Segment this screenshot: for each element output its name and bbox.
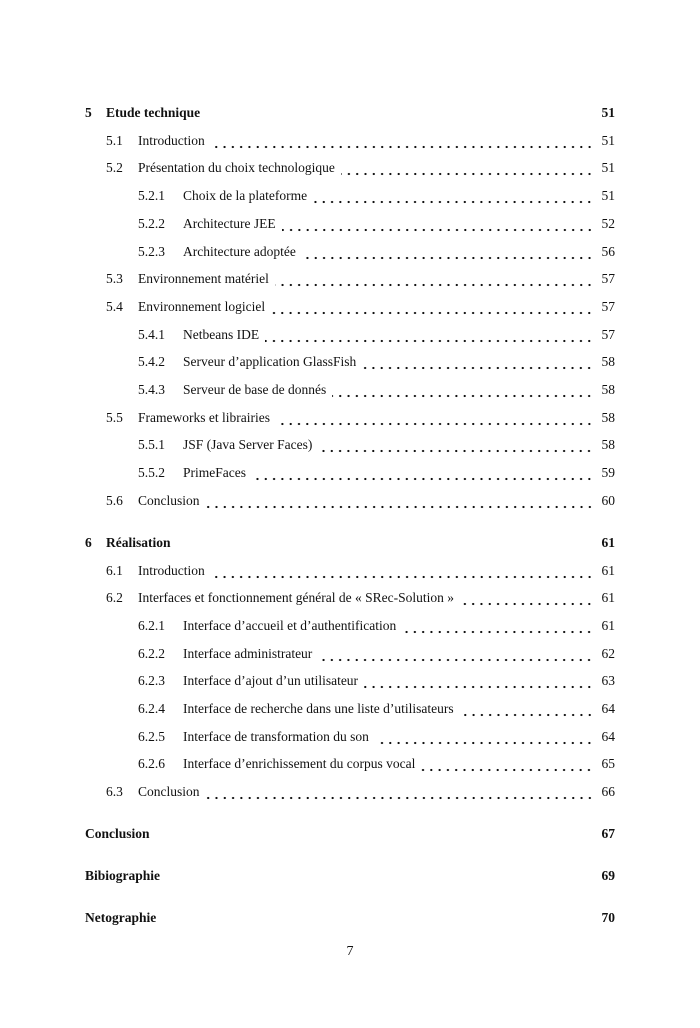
entry-title: Interface d’accueil et d’authentification bbox=[183, 617, 397, 633]
toc-entry[interactable] bbox=[85, 671, 615, 691]
entry-number: 5.4 bbox=[106, 298, 123, 314]
dot-leader bbox=[313, 186, 593, 206]
dot-leader bbox=[318, 644, 593, 664]
page-number: 7 bbox=[346, 944, 354, 959]
entry-title: JSF (Java Server Faces) bbox=[183, 437, 313, 453]
dot-leader bbox=[276, 408, 594, 428]
toc-entry[interactable] bbox=[85, 491, 615, 511]
entry-number: 5.4.3 bbox=[138, 382, 165, 397]
entry-title: Conclusion bbox=[85, 826, 150, 842]
entry-number: 5.5.1 bbox=[138, 437, 165, 453]
entry-number: 6.2.6 bbox=[138, 756, 165, 772]
entry-number: 6.2.4 bbox=[138, 701, 165, 716]
entry-page-number: 63 bbox=[601, 673, 615, 689]
toc-entry[interactable] bbox=[85, 158, 615, 178]
toc-chapter-entry[interactable] bbox=[85, 824, 615, 844]
dot-leader bbox=[282, 214, 594, 234]
entry-page-number: 61 bbox=[601, 562, 615, 578]
entry-number: 5.4.2 bbox=[138, 354, 165, 370]
entry-number: 6.2 bbox=[106, 590, 123, 606]
dot-leader bbox=[341, 158, 594, 178]
toc-chapter-entry[interactable] bbox=[85, 908, 615, 928]
entry-page-number: 58 bbox=[601, 409, 615, 425]
entry-title: Introduction bbox=[138, 132, 205, 148]
entry-page-number: 66 bbox=[601, 784, 615, 800]
toc-entry[interactable] bbox=[85, 588, 615, 608]
entry-title: Conclusion bbox=[138, 492, 200, 508]
toc-entry[interactable] bbox=[85, 297, 615, 317]
dot-leader bbox=[460, 588, 593, 608]
entry-page-number: 58 bbox=[601, 354, 615, 370]
entry-page-number: 52 bbox=[601, 215, 615, 231]
entry-number: 5.2.3 bbox=[138, 243, 165, 259]
toc-entry[interactable] bbox=[85, 699, 615, 719]
entry-number: 5.3 bbox=[106, 271, 123, 287]
entry-number: 5.2.1 bbox=[138, 188, 165, 204]
entry-number: 6.3 bbox=[106, 784, 123, 800]
dot-leader bbox=[271, 297, 593, 317]
entry-title: Interfaces et fonctionnement général de « SRec-Solution » bbox=[138, 590, 455, 606]
entry-page-number: 51 bbox=[601, 105, 615, 120]
entry-number: 6.1 bbox=[106, 562, 123, 578]
entry-title: Netographie bbox=[85, 910, 157, 926]
toc-entry[interactable] bbox=[85, 214, 615, 234]
entry-number: 6.2.3 bbox=[138, 673, 165, 689]
toc-entry[interactable] bbox=[85, 782, 615, 802]
dot-leader bbox=[206, 782, 594, 802]
entry-title: Etude technique bbox=[106, 105, 201, 120]
dot-leader bbox=[211, 561, 594, 581]
dot-leader bbox=[265, 325, 593, 345]
dot-leader bbox=[362, 352, 593, 372]
toc-entry[interactable] bbox=[85, 644, 615, 664]
entry-number: 6.2.2 bbox=[138, 645, 165, 661]
entry-title: Introduction bbox=[138, 562, 205, 578]
entry-number: 6.2.5 bbox=[138, 728, 165, 744]
toc-entry[interactable] bbox=[85, 463, 615, 483]
dot-leader bbox=[375, 727, 594, 747]
entry-page-number: 56 bbox=[601, 243, 615, 259]
toc-entry[interactable] bbox=[85, 408, 615, 428]
entry-page-number: 69 bbox=[601, 868, 615, 884]
entry-number: 5.4.1 bbox=[138, 326, 165, 342]
dot-leader bbox=[252, 463, 594, 483]
entry-page-number: 61 bbox=[601, 534, 615, 550]
toc-entry[interactable] bbox=[85, 242, 615, 262]
entry-page-number: 59 bbox=[601, 465, 615, 481]
entry-title: Bibiographie bbox=[85, 868, 161, 884]
dot-leader bbox=[421, 754, 593, 774]
entry-title: Présentation du choix technologique bbox=[138, 160, 335, 176]
dot-leader bbox=[402, 616, 593, 636]
dot-leader bbox=[460, 699, 594, 719]
toc-chapter-entry[interactable] bbox=[85, 866, 615, 886]
toc-entry[interactable] bbox=[85, 435, 615, 455]
entry-title: Architecture JEE bbox=[183, 215, 276, 231]
entry-number: 5.2.2 bbox=[138, 215, 165, 231]
entry-number: 6 bbox=[85, 534, 92, 550]
entry-title: Conclusion bbox=[138, 784, 200, 800]
toc-entry[interactable] bbox=[85, 616, 615, 636]
toc-entry[interactable] bbox=[85, 269, 615, 289]
entry-title: PrimeFaces bbox=[183, 465, 246, 481]
entry-number: 5.1 bbox=[106, 132, 123, 148]
entry-number: 5.2 bbox=[106, 160, 123, 176]
entry-page-number: 51 bbox=[601, 160, 615, 176]
toc-entry[interactable] bbox=[85, 186, 615, 206]
toc-entry[interactable] bbox=[85, 727, 615, 747]
entry-page-number: 61 bbox=[601, 590, 615, 606]
entry-title: Environnement logiciel bbox=[138, 298, 266, 314]
entry-title: Serveur de base de donnés bbox=[183, 382, 327, 397]
entry-title: Netbeans IDE bbox=[183, 326, 260, 342]
entry-page-number: 58 bbox=[601, 437, 615, 453]
toc-entry[interactable] bbox=[85, 325, 615, 345]
entry-page-number: 51 bbox=[601, 188, 615, 204]
entry-number: 5.5.2 bbox=[138, 465, 165, 481]
entry-title: Interface administrateur bbox=[183, 645, 313, 661]
entry-number: 5.6 bbox=[106, 492, 123, 508]
entry-title: Interface d’enrichissement du corpus vocal bbox=[183, 756, 416, 772]
dot-leader bbox=[318, 435, 593, 455]
entry-title: Serveur d’application GlassFish bbox=[183, 354, 357, 370]
entry-page-number: 57 bbox=[601, 326, 615, 342]
entry-page-number: 70 bbox=[601, 910, 615, 926]
toc-entry[interactable] bbox=[85, 561, 615, 581]
entry-title: Réalisation bbox=[106, 534, 171, 550]
entry-page-number: 51 bbox=[601, 132, 615, 148]
entry-title: Environnement matériel bbox=[138, 271, 269, 287]
entry-number: 6.2.1 bbox=[138, 617, 165, 633]
entry-page-number: 57 bbox=[601, 271, 615, 287]
dot-leader bbox=[275, 269, 594, 289]
entry-page-number: 57 bbox=[601, 298, 615, 314]
toc-chapter-entry[interactable] bbox=[85, 533, 615, 553]
entry-page-number: 64 bbox=[601, 728, 615, 744]
entry-page-number: 61 bbox=[601, 617, 615, 633]
toc-entry[interactable] bbox=[85, 352, 615, 372]
entry-title: Choix de la plateforme bbox=[183, 188, 308, 204]
entry-title: Frameworks et librairies bbox=[138, 409, 270, 425]
entry-page-number: 58 bbox=[601, 382, 615, 397]
toc-entry[interactable] bbox=[85, 380, 615, 400]
entry-page-number: 65 bbox=[601, 756, 615, 772]
entry-number: 5 bbox=[85, 105, 92, 120]
entry-title: Interface d’ajout d’un utilisateur bbox=[183, 673, 359, 689]
dot-leader bbox=[364, 671, 593, 691]
entry-page-number: 64 bbox=[601, 701, 615, 716]
entry-page-number: 67 bbox=[601, 826, 615, 842]
entry-title: Interface de transformation du son bbox=[183, 728, 369, 744]
toc-entry[interactable] bbox=[85, 754, 615, 774]
entry-page-number: 62 bbox=[601, 645, 615, 661]
toc-chapter-entry[interactable] bbox=[85, 103, 615, 123]
dot-leader bbox=[206, 491, 594, 511]
toc-entry[interactable] bbox=[85, 131, 615, 151]
entry-page-number: 60 bbox=[601, 492, 615, 508]
entry-number: 5.5 bbox=[106, 409, 123, 425]
dot-leader bbox=[211, 131, 594, 151]
dot-leader bbox=[332, 380, 593, 400]
dot-leader bbox=[302, 242, 594, 262]
entry-title: Architecture adoptée bbox=[183, 243, 296, 259]
entry-title: Interface de recherche dans une liste d’utilisateurs bbox=[183, 701, 454, 716]
